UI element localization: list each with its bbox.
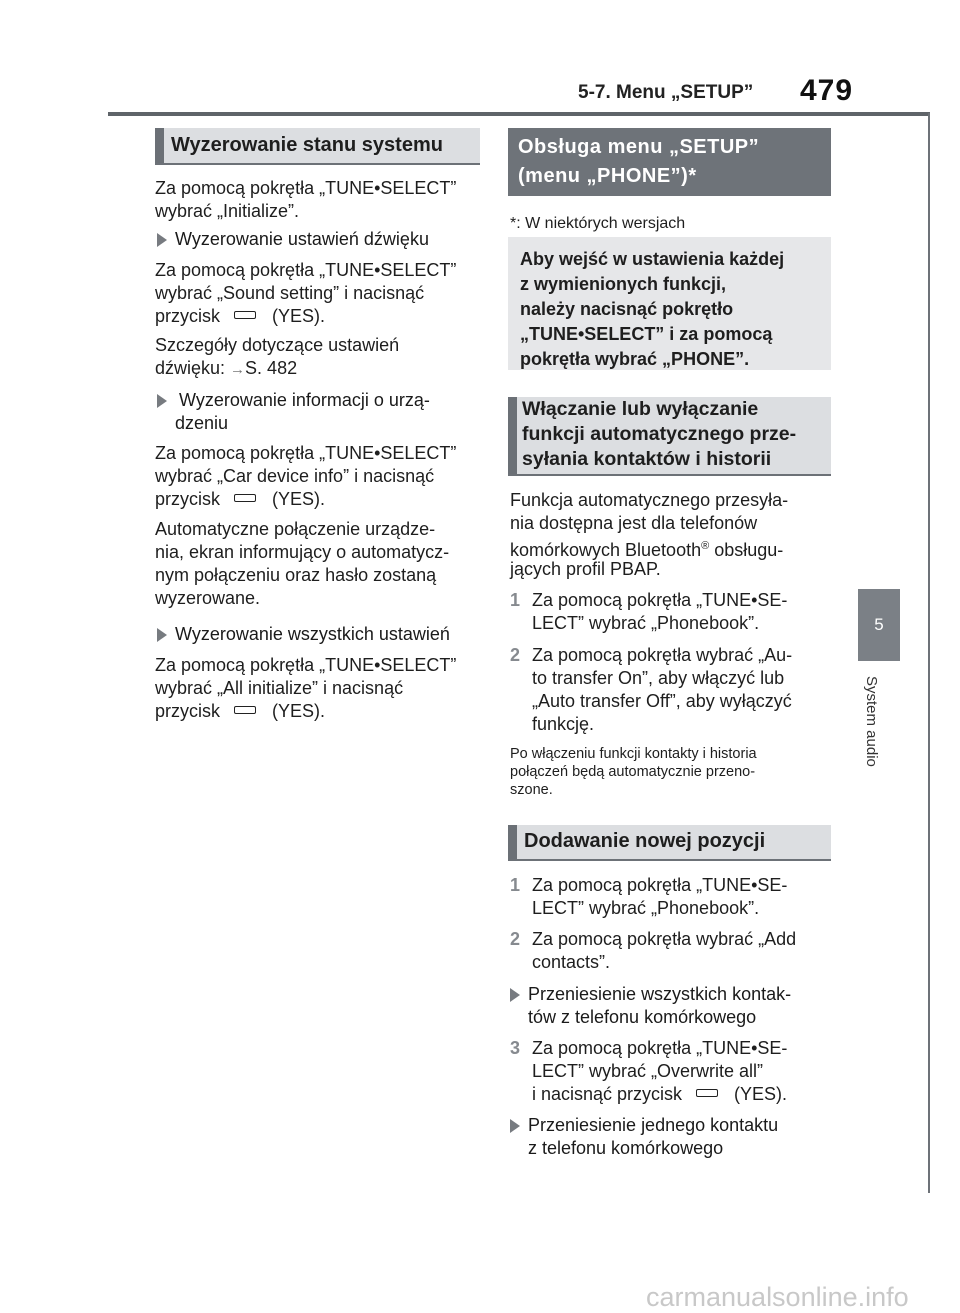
- button-icon: [234, 494, 256, 502]
- bullet-transfer-one: Przeniesienie jednego kontaktu z telefonu komórkowego: [510, 1114, 840, 1160]
- add-step-1: 1 Za pomocą pokrętła „TUNE•SE- LECT” wybrać „Phonebook”.: [510, 875, 788, 918]
- watermark: carmanualsonline.info: [646, 1282, 909, 1312]
- page-reference: S. 482: [245, 358, 298, 378]
- section-header-add-entry: Dodawanie nowej pozycji: [508, 825, 831, 861]
- sound-reset-body: Za pomocą pokrętła „TUNE•SELECT” wybrać „Sound setting” i nacisnąć przycisk (YES).: [155, 260, 457, 326]
- chapter-tab: 5: [858, 589, 900, 661]
- triangle-bullet-icon: [157, 394, 167, 408]
- button-icon: [696, 1089, 718, 1097]
- triangle-bullet-icon: [510, 1119, 520, 1133]
- step-1-phonebook: 1 Za pomocą pokrętła „TUNE•SE- LECT” wybrać „Phonebook”.: [510, 590, 788, 633]
- step-2-auto-transfer: 2 Za pomocą pokrętła wybrać „Au- to transfer On”, aby włączyć lub „Auto transfer Off”, aby wyłączyć funkcję.: [510, 645, 793, 734]
- triangle-bullet-icon: [157, 628, 167, 642]
- all-reset-body: Za pomocą pokrętła „TUNE•SELECT” wybrać „All initialize” i nacisnąć przycisk (YES).: [155, 655, 457, 721]
- button-icon: [234, 311, 256, 319]
- section-header-auto-transfer: Włączanie lub wyłączanie funkcji automatycznego prze- syłania kontaktów i historii: [508, 397, 831, 476]
- triangle-bullet-icon: [157, 233, 167, 247]
- add-step-2: 2 Za pomocą pokrętła wybrać „Add contacts”.: [510, 929, 797, 972]
- bullet-sound-reset: Wyzerowanie ustawień dźwięku: [157, 228, 487, 251]
- section-header-reset: Wyzerowanie stanu systemu: [155, 128, 480, 165]
- bullet-transfer-all: Przeniesienie wszystkich kontak- tów z telefonu komórkowego: [510, 983, 840, 1029]
- header-rule: [108, 112, 930, 116]
- info-box: Aby wejść w ustawienia każdej z wymienionych funkcji, należy nacisnąć pokrętło „TUNE•SELECT” i za pomocą pokrętła wybrać „PHONE”.: [508, 237, 831, 370]
- page-number: 479: [800, 74, 854, 107]
- transfer-note: Po włączeniu funkcji kontakty i historia połączeń będą automatycznie przeno- szone.: [510, 746, 757, 798]
- arrow-right-icon: →: [230, 361, 246, 378]
- chapter-label: System audio: [863, 676, 880, 767]
- section-header-phone: Obsługa menu „SETUP” (menu „PHONE”)*: [508, 128, 831, 196]
- add-step-3: 3 Za pomocą pokrętła „TUNE•SE- LECT” wybrać „Overwrite all” i nacisnąć przycisk (YES).: [510, 1038, 788, 1104]
- triangle-bullet-icon: [510, 988, 520, 1002]
- auto-transfer-text: Funkcja automatycznego przesyła- nia dostępna jest dla telefonów komórkowych Bluetooth® obsługu- jących profil PBAP.: [510, 490, 789, 579]
- sound-details: Szczegóły dotyczące ustawień dźwięku: →S. 482: [155, 335, 400, 378]
- button-icon: [234, 706, 256, 714]
- bullet-device-reset: Wyzerowanie informacji o urzą- dzeniu: [157, 389, 487, 435]
- auto-connect-note: Automatyczne połączenie urządze- nia, ekran informujący o automatycz- nym połączeniu oraz hasło zostaną wyzerowane.: [155, 519, 450, 608]
- footnote: *: W niektórych wersjach: [510, 215, 686, 232]
- device-reset-body: Za pomocą pokrętła „TUNE•SELECT” wybrać „Car device info” i nacisnąć przycisk (YES).: [155, 443, 457, 509]
- bullet-all-reset: Wyzerowanie wszystkich ustawień: [157, 623, 487, 646]
- running-header: 5-7. Menu „SETUP”: [578, 82, 754, 103]
- side-divider: [928, 113, 930, 1193]
